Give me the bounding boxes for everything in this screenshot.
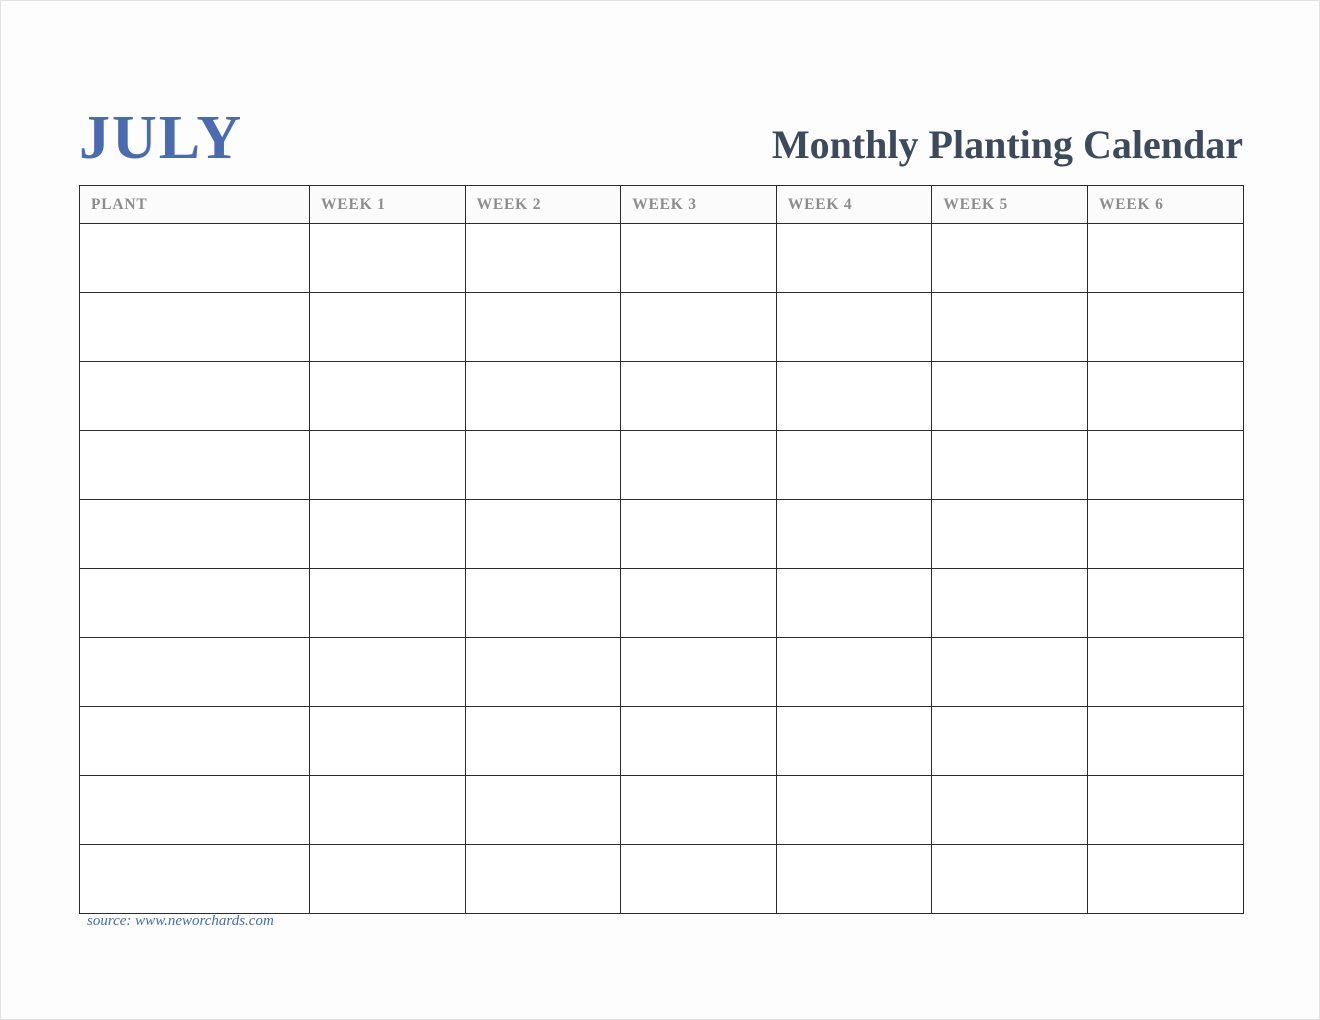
cell-week-2[interactable]: [465, 500, 621, 569]
table-row: [80, 776, 1244, 845]
cell-week-2[interactable]: [465, 362, 621, 431]
cell-week-3[interactable]: [621, 638, 777, 707]
cell-week-2[interactable]: [465, 569, 621, 638]
cell-week-3[interactable]: [621, 776, 777, 845]
cell-plant[interactable]: [80, 224, 310, 293]
table-row: [80, 569, 1244, 638]
cell-week-1[interactable]: [310, 707, 466, 776]
cell-week-4[interactable]: [776, 293, 932, 362]
cell-plant[interactable]: [80, 638, 310, 707]
page-header: [79, 79, 1243, 172]
cell-week-1[interactable]: [310, 362, 466, 431]
column-header-week-4: WEEK 4: [776, 186, 932, 224]
cell-week-4[interactable]: [776, 845, 932, 914]
table-row: [80, 431, 1244, 500]
cell-plant[interactable]: [80, 362, 310, 431]
cell-plant[interactable]: [80, 500, 310, 569]
column-header-plant: PLANT: [80, 186, 310, 224]
cell-week-2[interactable]: [465, 224, 621, 293]
cell-week-5[interactable]: [932, 776, 1088, 845]
cell-week-5[interactable]: [932, 224, 1088, 293]
cell-week-3[interactable]: [621, 845, 777, 914]
cell-week-2[interactable]: [465, 845, 621, 914]
cell-plant[interactable]: [80, 293, 310, 362]
cell-week-1[interactable]: [310, 776, 466, 845]
column-header-week-1: WEEK 1: [310, 186, 466, 224]
cell-week-5[interactable]: [932, 569, 1088, 638]
cell-week-4[interactable]: [776, 362, 932, 431]
cell-week-3[interactable]: [621, 569, 777, 638]
table-row: [80, 707, 1244, 776]
cell-plant[interactable]: [80, 431, 310, 500]
cell-week-6[interactable]: [1087, 500, 1243, 569]
cell-week-3[interactable]: [621, 707, 777, 776]
cell-week-6[interactable]: [1087, 845, 1243, 914]
cell-week-5[interactable]: [932, 431, 1088, 500]
cell-plant[interactable]: [80, 707, 310, 776]
cell-week-4[interactable]: [776, 569, 932, 638]
cell-week-2[interactable]: [465, 431, 621, 500]
cell-week-3[interactable]: [621, 362, 777, 431]
column-header-week-6: WEEK 6: [1087, 186, 1243, 224]
page-title: Monthly Planting Calendar: [771, 122, 1243, 167]
column-header-week-5: WEEK 5: [932, 186, 1088, 224]
cell-week-1[interactable]: [310, 500, 466, 569]
cell-week-3[interactable]: [621, 224, 777, 293]
cell-week-6[interactable]: [1087, 569, 1243, 638]
cell-week-4[interactable]: [776, 500, 932, 569]
cell-week-1[interactable]: [310, 431, 466, 500]
cell-week-6[interactable]: [1087, 224, 1243, 293]
cell-week-4[interactable]: [776, 638, 932, 707]
table-body: [80, 224, 1244, 914]
cell-week-4[interactable]: [776, 431, 932, 500]
table-row: [80, 224, 1244, 293]
cell-week-4[interactable]: [776, 707, 932, 776]
column-header-week-2: WEEK 2: [465, 186, 621, 224]
cell-week-4[interactable]: [776, 224, 932, 293]
cell-week-2[interactable]: [465, 293, 621, 362]
cell-week-1[interactable]: [310, 845, 466, 914]
cell-week-1[interactable]: [310, 224, 466, 293]
cell-week-5[interactable]: [932, 293, 1088, 362]
cell-plant[interactable]: [80, 569, 310, 638]
cell-week-2[interactable]: [465, 638, 621, 707]
cell-week-6[interactable]: [1087, 776, 1243, 845]
cell-week-3[interactable]: [621, 431, 777, 500]
cell-week-5[interactable]: [932, 638, 1088, 707]
cell-week-4[interactable]: [776, 776, 932, 845]
cell-week-2[interactable]: [465, 776, 621, 845]
cell-week-2[interactable]: [465, 707, 621, 776]
cell-week-5[interactable]: [932, 707, 1088, 776]
cell-week-6[interactable]: [1087, 293, 1243, 362]
table-row: [80, 845, 1244, 914]
source-credit: source: www.neworchards.com: [87, 913, 274, 929]
cell-plant[interactable]: [80, 776, 310, 845]
table-header: [80, 186, 1244, 224]
planting-calendar-table: [79, 185, 1244, 914]
cell-week-6[interactable]: [1087, 431, 1243, 500]
column-header-week-3: WEEK 3: [621, 186, 777, 224]
cell-week-1[interactable]: [310, 638, 466, 707]
cell-week-5[interactable]: [932, 362, 1088, 431]
cell-week-6[interactable]: [1087, 362, 1243, 431]
cell-week-1[interactable]: [310, 293, 466, 362]
table-row: [80, 362, 1244, 431]
calendar-table-container: [79, 185, 1243, 914]
cell-week-3[interactable]: [621, 500, 777, 569]
month-title: JULY: [79, 104, 244, 172]
cell-week-6[interactable]: [1087, 638, 1243, 707]
table-row: [80, 638, 1244, 707]
cell-week-3[interactable]: [621, 293, 777, 362]
cell-week-6[interactable]: [1087, 707, 1243, 776]
cell-week-1[interactable]: [310, 569, 466, 638]
cell-plant[interactable]: [80, 845, 310, 914]
table-row: [80, 500, 1244, 569]
cell-week-5[interactable]: [932, 845, 1088, 914]
table-header-row: [80, 186, 1244, 224]
table-row: [80, 293, 1244, 362]
cell-week-5[interactable]: [932, 500, 1088, 569]
